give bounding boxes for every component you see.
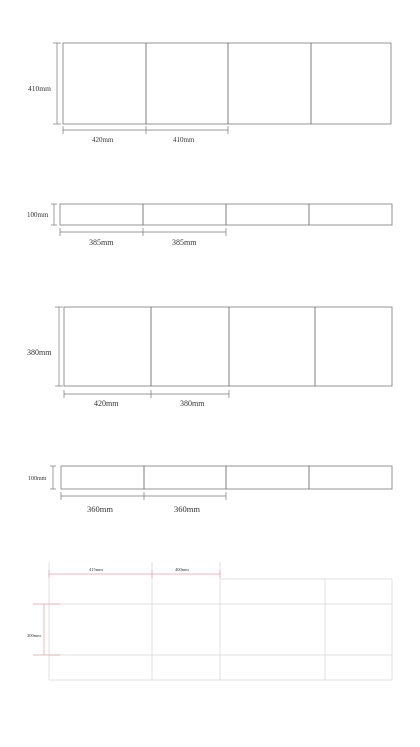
- panel: [309, 466, 392, 489]
- panel: [63, 43, 146, 124]
- panel-diagram-4: [28, 466, 392, 514]
- panel-diagram-5: [27, 562, 392, 680]
- panels: [61, 466, 392, 489]
- panels: [60, 204, 392, 225]
- width-label-1: 420mm: [94, 399, 119, 408]
- width-label-2: 360mm: [174, 504, 200, 514]
- width-label-1: 415mm: [89, 567, 103, 572]
- width-label-2: 380mm: [180, 399, 205, 408]
- panel: [229, 307, 315, 386]
- width-dimension: [64, 390, 229, 398]
- height-dimension: [50, 466, 56, 489]
- height-label: 100mm: [27, 211, 49, 219]
- red-height-dimension: [33, 604, 60, 655]
- panel: [64, 307, 151, 386]
- panel: [151, 307, 229, 386]
- width-label-1: 385mm: [89, 238, 114, 247]
- panel-diagram-3: [27, 307, 392, 408]
- width-dimension: [63, 126, 228, 134]
- panel: [309, 204, 392, 225]
- height-dimension: [51, 204, 57, 225]
- width-label-1: 360mm: [87, 504, 113, 514]
- width-label-2: 400mm: [175, 567, 189, 572]
- red-width-dimension: [49, 570, 220, 578]
- height-label: 300mm: [27, 633, 41, 638]
- height-dimension: [53, 43, 61, 124]
- height-label: 100mm: [28, 476, 47, 482]
- panels: [64, 307, 392, 386]
- panel: [228, 43, 311, 124]
- panels: [63, 43, 391, 124]
- panel: [311, 43, 391, 124]
- width-dimension: [61, 492, 226, 500]
- panel: [143, 204, 226, 225]
- width-label-2: 385mm: [172, 238, 197, 247]
- panel: [226, 204, 309, 225]
- height-label: 410mm: [28, 84, 51, 93]
- panel: [315, 307, 392, 386]
- panel: [146, 43, 228, 124]
- height-dimension: [55, 307, 63, 386]
- grid-lines: [49, 562, 392, 680]
- width-label-2: 410mm: [173, 136, 195, 144]
- width-dimension: [60, 228, 226, 236]
- panel-diagram-1: [28, 43, 391, 144]
- panel: [61, 466, 144, 489]
- height-label: 380mm: [27, 348, 52, 357]
- panel: [144, 466, 226, 489]
- panel: [60, 204, 143, 225]
- width-label-1: 420mm: [92, 136, 114, 144]
- panel-diagram-2: [27, 204, 392, 247]
- panel: [226, 466, 309, 489]
